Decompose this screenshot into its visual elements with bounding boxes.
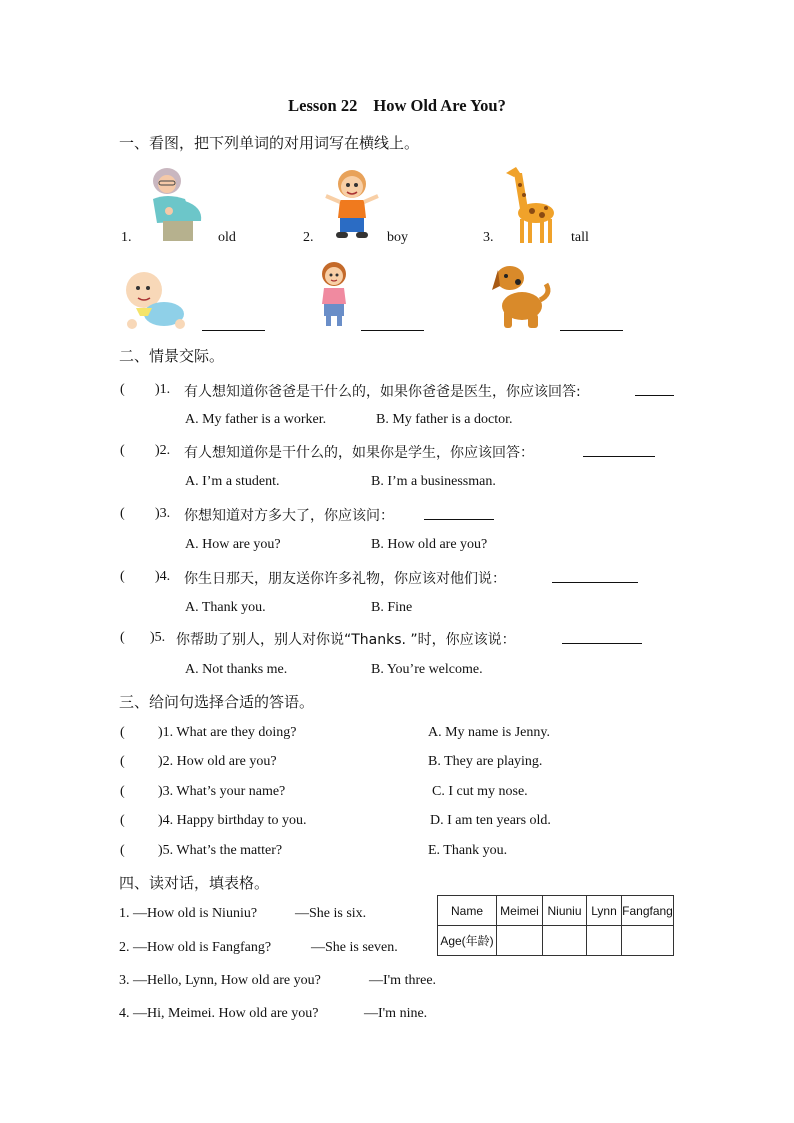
item1-word: old: [218, 230, 236, 245]
question-text: 你帮助了别人，别人对你说“Thanks. ”时，你应该说：: [176, 632, 516, 648]
dialog-1-question: 1. —How old is Niuniu?: [119, 906, 258, 921]
question-number: )2.: [155, 443, 171, 458]
age-cell-meimei[interactable]: [497, 926, 543, 956]
answer-paren[interactable]: (: [120, 784, 125, 799]
section2-heading: 二、情景交际。: [119, 347, 225, 365]
giraffe-icon: [502, 163, 558, 245]
dialog-4-question: 4. —Hi, Meimei. How old are you?: [119, 1006, 319, 1021]
s3-answer-b: B. They are playing.: [428, 754, 543, 769]
section4-heading: 四、读对话，填表格。: [119, 874, 270, 892]
answer-blank-6[interactable]: [560, 316, 623, 336]
table-header: Meimei: [497, 896, 543, 926]
question-number: )4.: [155, 569, 171, 584]
item3-word: tall: [571, 230, 589, 245]
answer-paren[interactable]: (: [120, 754, 125, 769]
age-cell-fangfang[interactable]: [622, 926, 674, 956]
answer-blank[interactable]: [424, 505, 494, 525]
option-b: B. Fine: [371, 600, 413, 615]
answer-paren[interactable]: (: [120, 382, 125, 397]
age-table: [437, 895, 674, 956]
question-text: 有人想知道你是干什么的，如果你是学生，你应该回答：: [184, 445, 534, 461]
answer-paren[interactable]: (: [120, 443, 125, 458]
s3-answer-e: E. Thank you.: [428, 843, 508, 858]
answer-paren[interactable]: (: [120, 843, 125, 858]
s3-answer-c: C. I cut my nose.: [432, 784, 528, 799]
table-header: Name: [438, 896, 497, 926]
option-a: A. Thank you.: [185, 600, 266, 615]
question-text: 你想知道对方多大了，你应该问：: [184, 508, 394, 524]
page-title: [0, 96, 794, 116]
answer-blank[interactable]: [635, 381, 674, 401]
answer-blank[interactable]: [583, 442, 655, 462]
dialog-2-question: 2. —How old is Fangfang?: [119, 940, 272, 955]
item1-number: 1.: [121, 230, 132, 245]
s3-question-1: )1. What are they doing?: [158, 725, 297, 740]
question-number: )3.: [155, 506, 171, 521]
baby-icon: [118, 266, 190, 332]
question-text: 你生日那天，朋友送你许多礼物，你应该对他们说：: [184, 571, 506, 587]
answer-blank[interactable]: [552, 568, 638, 588]
lesson-number: Lesson 22: [288, 96, 358, 115]
answer-paren[interactable]: (: [120, 725, 125, 740]
answer-paren[interactable]: (: [120, 813, 125, 828]
table-row: [438, 926, 674, 956]
dialog-4-answer: —I'm nine.: [364, 1006, 428, 1021]
age-cell-niuniu[interactable]: [543, 926, 587, 956]
question-number: )1.: [155, 382, 171, 397]
s3-answer-a: A. My name is Jenny.: [428, 725, 550, 740]
answer-paren[interactable]: (: [120, 506, 125, 521]
question-number: )5.: [150, 630, 166, 645]
option-a: A. My father is a worker.: [185, 412, 327, 427]
item3-number: 3.: [483, 230, 494, 245]
option-b: B. I’m a businessman.: [371, 474, 496, 489]
answer-blank[interactable]: [562, 629, 642, 649]
dog-icon: [488, 260, 552, 330]
s3-question-3: )3. What’s your name?: [158, 784, 286, 799]
dialog-1-answer: —She is six.: [295, 906, 367, 921]
s3-question-2: )2. How old are you?: [158, 754, 277, 769]
option-b: B. My father is a doctor.: [376, 412, 513, 427]
dialog-2-answer: —She is seven.: [311, 940, 398, 955]
item2-word: boy: [387, 230, 408, 245]
answer-paren[interactable]: (: [120, 630, 125, 645]
section1-heading: 一、看图，把下列单词的对用词写在横线上。: [119, 134, 420, 152]
option-b: B. You’re welcome.: [371, 662, 483, 677]
table-header: Lynn: [587, 896, 622, 926]
option-a: A. I’m a student.: [185, 474, 280, 489]
table-header: Fangfang: [622, 896, 674, 926]
dialog-3-answer: —I'm three.: [369, 973, 437, 988]
answer-paren[interactable]: (: [120, 569, 125, 584]
answer-blank-5[interactable]: [361, 316, 424, 336]
age-cell-lynn[interactable]: [587, 926, 622, 956]
s3-answer-d: D. I am ten years old.: [430, 813, 551, 828]
dialog-3-question: 3. —Hello, Lynn, How old are you?: [119, 973, 321, 988]
boy-icon: [322, 166, 382, 242]
girl-icon: [314, 260, 354, 330]
option-b: B. How old are you?: [371, 537, 488, 552]
answer-blank-4[interactable]: [202, 316, 265, 336]
table-header-row: [438, 896, 674, 926]
item2-number: 2.: [303, 230, 314, 245]
grandma-icon: [145, 163, 213, 243]
table-header: Niuniu: [543, 896, 587, 926]
s3-question-4: )4. Happy birthday to you.: [158, 813, 307, 828]
lesson-name: How Old Are You?: [373, 96, 506, 115]
row-label: Age(年龄): [438, 926, 497, 956]
option-a: A. Not thanks me.: [185, 662, 288, 677]
option-a: A. How are you?: [185, 537, 281, 552]
section3-heading: 三、给问句选择合适的答语。: [119, 693, 315, 711]
question-text: 有人想知道你爸爸是干什么的，如果你爸爸是医生，你应该回答:: [184, 384, 581, 400]
s3-question-5: )5. What’s the matter?: [158, 843, 283, 858]
